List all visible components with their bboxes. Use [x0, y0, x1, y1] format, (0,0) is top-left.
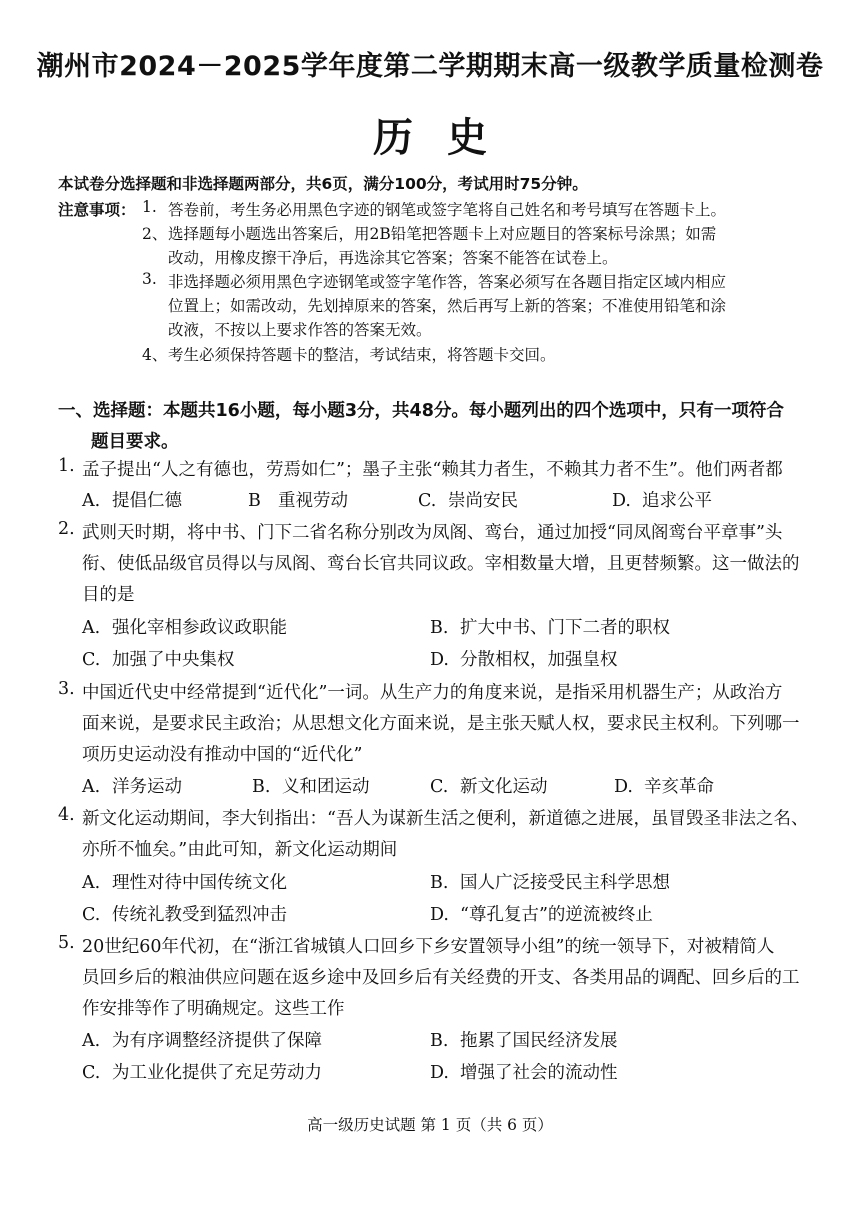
question-number: 2. [58, 519, 75, 539]
question-number: 5. [58, 933, 75, 953]
question-text: 衔、使低品级官员得以与凤阁、鸾台长官共同议政。宰相数量大增，且更替频繁。这一做法的 [82, 554, 800, 574]
option-text: 为有序调整经济提供了保障 [112, 1031, 322, 1051]
option-letter: C. [418, 491, 437, 511]
option-a [82, 487, 182, 512]
section-heading-cont: 题目要求。 [91, 432, 179, 452]
note-line: 考生必须保持答题卡的整洁，考试结束，将答题卡交回。 [168, 346, 556, 364]
option-letter: C. [82, 650, 101, 670]
option-letter: B. [252, 777, 271, 797]
option-a [82, 1027, 322, 1052]
option-letter: A. [82, 873, 101, 893]
option-text: “尊孔复古”的逆流被终止 [460, 905, 653, 925]
option-d [612, 487, 712, 512]
question-number: 4. [58, 805, 75, 825]
option-a [82, 869, 287, 894]
note-number: 2、 [142, 225, 168, 243]
option-text: 拖累了国民经济发展 [460, 1031, 618, 1051]
option-text: 为工业化提供了充足劳动力 [112, 1063, 322, 1083]
notes-label: 注意事项： [58, 201, 136, 219]
option-text: 传统礼教受到猛烈冲击 [112, 905, 287, 925]
option-text: 义和团运动 [282, 777, 370, 797]
question-number: 3. [58, 679, 75, 699]
section-heading: 一、选择题：本题共16小题，每小题3分，共48分。每小题列出的四个选项中，只有一项符合 [58, 401, 784, 421]
note-line: 改液，不按以上要求作答的答案无效。 [168, 321, 432, 339]
option-letter: D. [430, 1063, 449, 1083]
option-text: 崇尚安民 [448, 491, 518, 511]
option-d [430, 901, 653, 926]
option-d [430, 1059, 618, 1084]
option-text: 追求公平 [642, 491, 712, 511]
option-b [252, 773, 370, 798]
option-c [82, 1059, 322, 1084]
question-text: 孟子提出“人之有德也，劳焉如仁”；墨子主张“赖其力者生，不赖其力者不生”。他们两者都 [82, 460, 783, 480]
option-text: 强化宰相参政议政职能 [112, 618, 287, 638]
option-c [82, 901, 287, 926]
subject-title: 历史 [373, 115, 521, 161]
option-d [430, 646, 618, 671]
option-letter: B [248, 491, 261, 511]
note-line: 选择题每小题选出答案后，用2B铅笔把答题卡上对应题目的答案标号涂黑；如需 [168, 225, 717, 243]
option-d [614, 773, 714, 798]
note-number: 3. [142, 270, 157, 288]
question-text: 面来说，是要求民主政治；从思想文化方面来说，是主张天赋人权，要求民主权利。下列哪一 [82, 714, 800, 734]
note-line: 位置上；如需改动，先划掉原来的答案，然后再写上新的答案；不准使用铅笔和涂 [168, 297, 727, 315]
option-text: 新文化运动 [460, 777, 548, 797]
option-text: 扩大中书、门下二者的职权 [460, 618, 670, 638]
option-text: 增强了社会的流动性 [460, 1063, 618, 1083]
question-text: 亦所不恤矣。”由此可知，新文化运动期间 [82, 840, 398, 860]
question-text: 20世纪60年代初，在“浙江省城镇人口回乡下乡安置领导小组”的统一领导下，对被精简人 [82, 937, 775, 957]
option-letter: D. [614, 777, 633, 797]
option-letter: B. [430, 873, 449, 893]
option-b [430, 614, 670, 639]
option-letter: D. [612, 491, 631, 511]
option-letter: D. [430, 905, 449, 925]
option-text: 重视劳动 [278, 491, 348, 511]
question-text: 员回乡后的粮油供应问题在返乡途中及回乡后有关经费的开支、各类用品的调配、回乡后的工 [82, 968, 800, 988]
option-c [82, 646, 235, 671]
question-text: 新文化运动期间，李大钊指出：“吾人为谋新生活之便利，新道德之进展，虽冒毁圣非法之名、 [82, 809, 809, 829]
option-letter: A. [82, 491, 101, 511]
option-text: 理性对待中国传统文化 [112, 873, 287, 893]
note-line: 改动，用橡皮擦干净后，再选涂其它答案；答案不能答在试卷上。 [168, 249, 618, 267]
note-line: 答卷前，考生务必用黑色字迹的钢笔或签字笔将自己姓名和考号填写在答题卡上。 [168, 201, 727, 219]
option-text: 加强了中央集权 [112, 650, 235, 670]
option-letter: A. [82, 618, 101, 638]
option-letter: A. [82, 1031, 101, 1051]
option-text: 国人广泛接受民主科学思想 [460, 873, 670, 893]
option-letter: C. [82, 905, 101, 925]
option-a [82, 614, 287, 639]
note-line: 非选择题必须用黑色字迹钢笔或签字笔作答，答案必须写在各题目指定区域内相应 [168, 273, 727, 291]
option-b [430, 1027, 618, 1052]
option-letter: D. [430, 650, 449, 670]
note-number: 1. [142, 198, 157, 216]
option-c [430, 773, 548, 798]
option-text: 洋务运动 [112, 777, 182, 797]
option-letter: C. [430, 777, 449, 797]
option-letter: C. [82, 1063, 101, 1083]
option-text: 提倡仁德 [112, 491, 182, 511]
option-letter: B. [430, 618, 449, 638]
question-text: 武则天时期，将中书、门下二省名称分别改为凤阁、鸾台，通过加授“同凤阁鸾台平章事”头 [82, 523, 783, 543]
option-a [82, 773, 182, 798]
option-b [248, 487, 348, 512]
option-b [430, 869, 670, 894]
option-text: 辛亥革命 [644, 777, 714, 797]
question-text: 作安排等作了明确规定。这些工作 [82, 999, 345, 1019]
exam-intro: 本试卷分选择题和非选择题两部分，共6页，满分100分，考试用时75分钟。 [58, 175, 588, 193]
option-c [418, 487, 518, 512]
question-text: 中国近代史中经常提到“近代化”一词。从生产力的角度来说，是指采用机器生产；从政治方 [82, 683, 783, 703]
page-footer: 高一级历史试题 第 1 页（共 6 页） [307, 1116, 553, 1134]
question-text: 项历史运动没有推动中国的“近代化” [82, 745, 363, 765]
option-letter: B. [430, 1031, 449, 1051]
question-number: 1. [58, 456, 75, 476]
exam-title: 潮州市2024－2025学年度第二学期期末高一级教学质量检测卷 [36, 51, 824, 82]
note-number: 4、 [142, 346, 168, 364]
option-letter: A. [82, 777, 101, 797]
question-text: 目的是 [82, 585, 135, 605]
option-text: 分散相权，加强皇权 [460, 650, 618, 670]
